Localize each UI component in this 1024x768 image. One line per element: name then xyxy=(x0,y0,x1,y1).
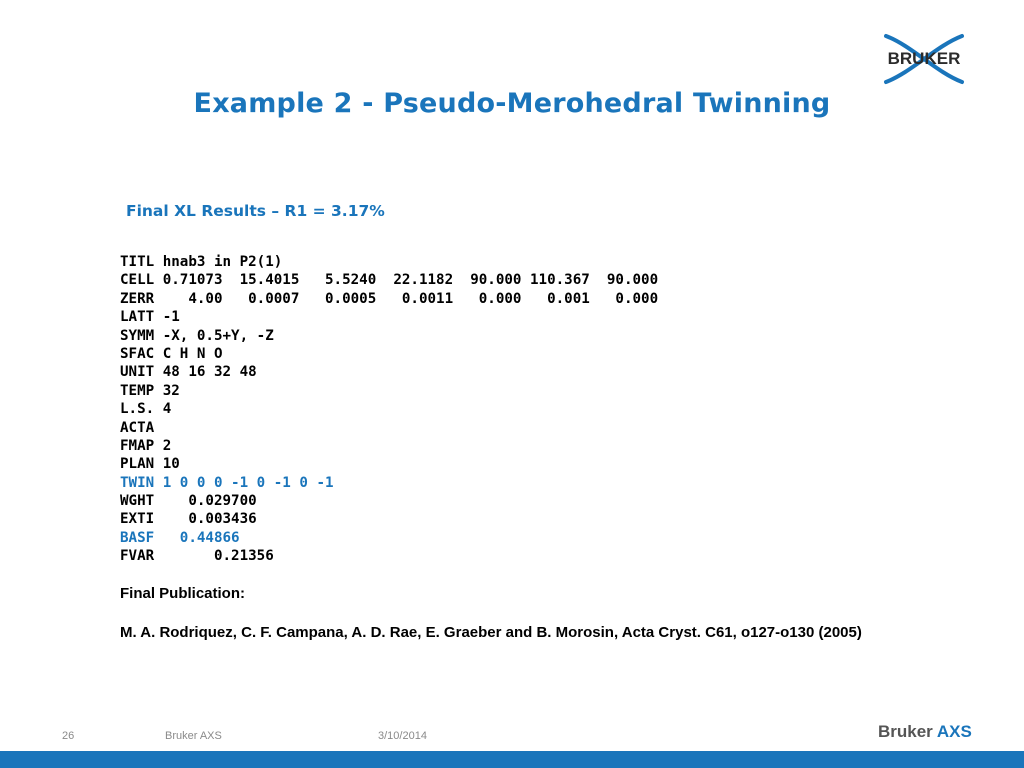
code-line-fvar: FVAR 0.21356 xyxy=(120,548,274,565)
code-line-wght: WGHT 0.029700 xyxy=(120,493,257,510)
slide-title: Example 2 - Pseudo-Merohedral Twinning xyxy=(193,88,831,119)
bruker-logo xyxy=(872,28,976,90)
footer-bar xyxy=(0,751,1024,768)
code-line-unit: UNIT 48 16 32 48 xyxy=(120,364,257,381)
code-line-exti: EXTI 0.003436 xyxy=(120,511,257,528)
code-line-ls: L.S. 4 xyxy=(120,401,172,418)
code-line-plan: PLAN 10 xyxy=(120,456,180,473)
code-line-sfac: SFAC C H N O xyxy=(120,345,223,362)
code-line-twin: TWIN 1 0 0 0 -1 0 -1 0 -1 xyxy=(120,474,334,491)
code-line-basf: BASF 0.44866 xyxy=(120,529,240,546)
code-line-latt: LATT -1 xyxy=(120,309,180,326)
code-line-zerr: ZERR 4.00 0.0007 0.0005 0.0011 0.000 0.001 0.000 xyxy=(120,290,659,307)
code-line-cell: CELL 0.71073 15.4015 5.5240 22.1182 90.000 110.367 90.000 xyxy=(120,272,659,289)
footer-brand xyxy=(878,722,972,742)
publication-citation: M. A. Rodriquez, C. F. Campana, A. D. Rae, E. Graeber and B. Morosin, Acta Cryst. C61, o127-o130 (2005) xyxy=(120,624,862,641)
shelx-result-block xyxy=(120,253,658,566)
code-line-symm: SYMM -X, 0.5+Y, -Z xyxy=(120,327,274,344)
bruker-swoosh-icon xyxy=(872,28,976,90)
code-line-titl: TITL hnab3 in P2(1) xyxy=(120,254,283,270)
results-subtitle: Final XL Results – R1 = 3.17% xyxy=(126,202,385,220)
code-line-fmap: FMAP 2 xyxy=(120,437,172,454)
footer-company: Bruker AXS xyxy=(165,730,222,742)
code-line-temp: TEMP 32 xyxy=(120,382,180,399)
footer-page-number: 26 xyxy=(62,730,75,742)
logo-wordmark: BRUKER xyxy=(887,49,961,68)
code-line-acta: ACTA xyxy=(120,419,155,436)
footer-brand-accent: AXS xyxy=(936,722,972,741)
footer-brand-main: Bruker xyxy=(878,722,933,741)
publication-heading: Final Publication: xyxy=(120,585,246,602)
footer-date: 3/10/2014 xyxy=(378,730,427,742)
